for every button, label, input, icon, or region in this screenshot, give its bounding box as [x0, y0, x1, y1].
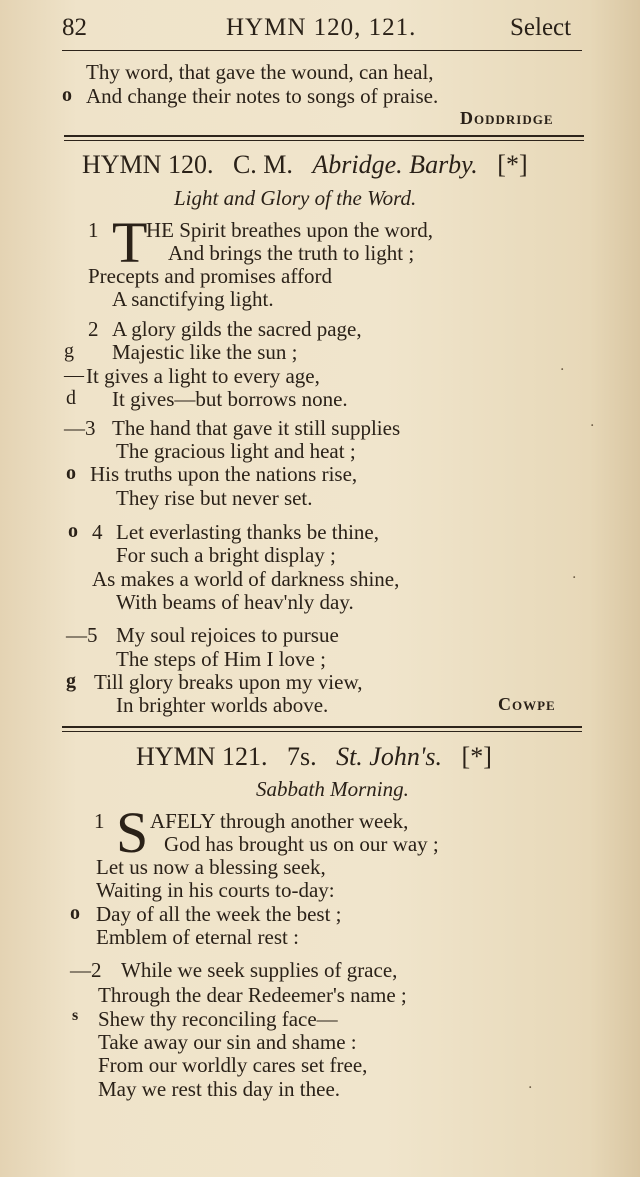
stanza-number: 4	[92, 520, 103, 544]
paper-speck: ·	[590, 418, 595, 434]
verse-line: My soul rejoices to pursue	[116, 623, 339, 647]
verse-line: Shew thy reconciling face—	[98, 1007, 338, 1031]
verse-line: A sanctifying light.	[112, 287, 274, 311]
verse-line: Emblem of eternal rest :	[96, 925, 299, 949]
verse-line: Majestic like the sun ;	[112, 340, 298, 364]
hymn-tune: Abridge. Barby.	[312, 150, 478, 179]
verse-line: HE Spirit breathes upon the word,	[146, 218, 433, 242]
verse-line: God has brought us on our way ;	[164, 832, 439, 856]
stanza-number: 2	[88, 317, 99, 341]
stanza-number: 1	[94, 809, 105, 833]
dynamic-mark: —	[64, 364, 84, 386]
verse-line: AFELY through another week,	[150, 809, 409, 833]
author-name: Doddridge	[460, 108, 554, 128]
verse-line: They rise but never set.	[116, 486, 313, 510]
dynamic-mark: g	[66, 670, 76, 692]
hymn-121-subtitle: Sabbath Morning.	[256, 777, 409, 801]
verse-line: Precepts and promises afford	[88, 264, 332, 288]
verse-line: From our worldly cares set free,	[98, 1053, 368, 1077]
header-rule	[62, 50, 582, 51]
dynamic-mark: g	[64, 340, 74, 362]
section-divider	[64, 140, 584, 141]
dynamic-mark: o	[62, 84, 72, 106]
section-title: Select	[510, 14, 572, 41]
section-divider	[62, 726, 582, 728]
verse-line: Let us now a blessing seek,	[96, 855, 326, 879]
stanza-number: —5	[66, 623, 98, 647]
verse-line: The hand that gave it still supplies	[112, 416, 401, 440]
section-divider	[62, 731, 582, 732]
hymn-120-subtitle: Light and Glory of the Word.	[174, 186, 417, 210]
verse-line: Day of all the week the best ;	[96, 902, 342, 926]
paper-speck: ·	[560, 362, 565, 378]
verse-line: A glory gilds the sacred page,	[112, 317, 362, 341]
verse-line: For such a bright display ;	[116, 543, 336, 567]
dynamic-mark: s	[72, 1007, 79, 1024]
drop-cap: S	[116, 800, 149, 865]
verse-line: And brings the truth to light ;	[168, 241, 415, 265]
dynamic-mark: o	[70, 902, 80, 924]
dynamic-mark: o	[66, 462, 76, 484]
hymn-marker: [*]	[497, 150, 528, 179]
paper-speck: ·	[572, 570, 577, 586]
verse-line: The gracious light and heat ;	[116, 439, 356, 463]
hymn-number: HYMN 121.	[136, 742, 268, 771]
verse-line: And change their notes to songs of praise.	[86, 84, 439, 108]
paper-speck: ·	[528, 1080, 533, 1096]
verse-line: Take away our sin and shame :	[98, 1030, 357, 1054]
verse-line: Let everlasting thanks be thine,	[116, 520, 380, 544]
hymn-meter: C. M.	[232, 150, 293, 179]
page-number: 82	[62, 14, 87, 41]
hymn-tune: St. John's.	[336, 742, 443, 771]
hymn-marker: [*]	[461, 742, 492, 771]
verse-line: Waiting in his courts to-day:	[96, 878, 335, 902]
section-divider	[64, 135, 584, 137]
verse-line: His truths upon the nations rise,	[90, 462, 358, 486]
verse-line: As makes a world of darkness shine,	[92, 567, 400, 591]
verse-line: May we rest this day in thee.	[98, 1077, 341, 1101]
hymn-120-heading	[82, 150, 528, 180]
stanza-number: —2	[70, 958, 102, 982]
verse-line: Through the dear Redeemer's name ;	[98, 983, 407, 1007]
verse-line: The steps of Him I love ;	[116, 647, 326, 671]
hymn-121-heading	[136, 742, 492, 772]
verse-line: Till glory breaks upon my view,	[94, 670, 363, 694]
verse-line: While we seek supplies of grace,	[121, 958, 398, 982]
verse-line: It gives—but borrows none.	[112, 387, 348, 411]
stanza-number: 1	[88, 218, 99, 242]
dynamic-mark: o	[68, 520, 78, 542]
verse-line: With beams of heav'nly day.	[116, 590, 354, 614]
stanza-number: —3	[64, 416, 96, 440]
verse-line: Thy word, that gave the wound, can heal,	[86, 60, 434, 84]
hymn-number: HYMN 120.	[82, 150, 214, 179]
author-name: Cowpe	[498, 694, 556, 714]
running-title: HYMN 120, 121.	[226, 14, 417, 41]
hymn-meter: 7s.	[286, 742, 317, 771]
dynamic-mark: d	[66, 387, 76, 409]
verse-line: In brighter worlds above.	[116, 693, 329, 717]
verse-line: It gives a light to every age,	[86, 364, 320, 388]
drop-cap: T	[112, 210, 148, 275]
